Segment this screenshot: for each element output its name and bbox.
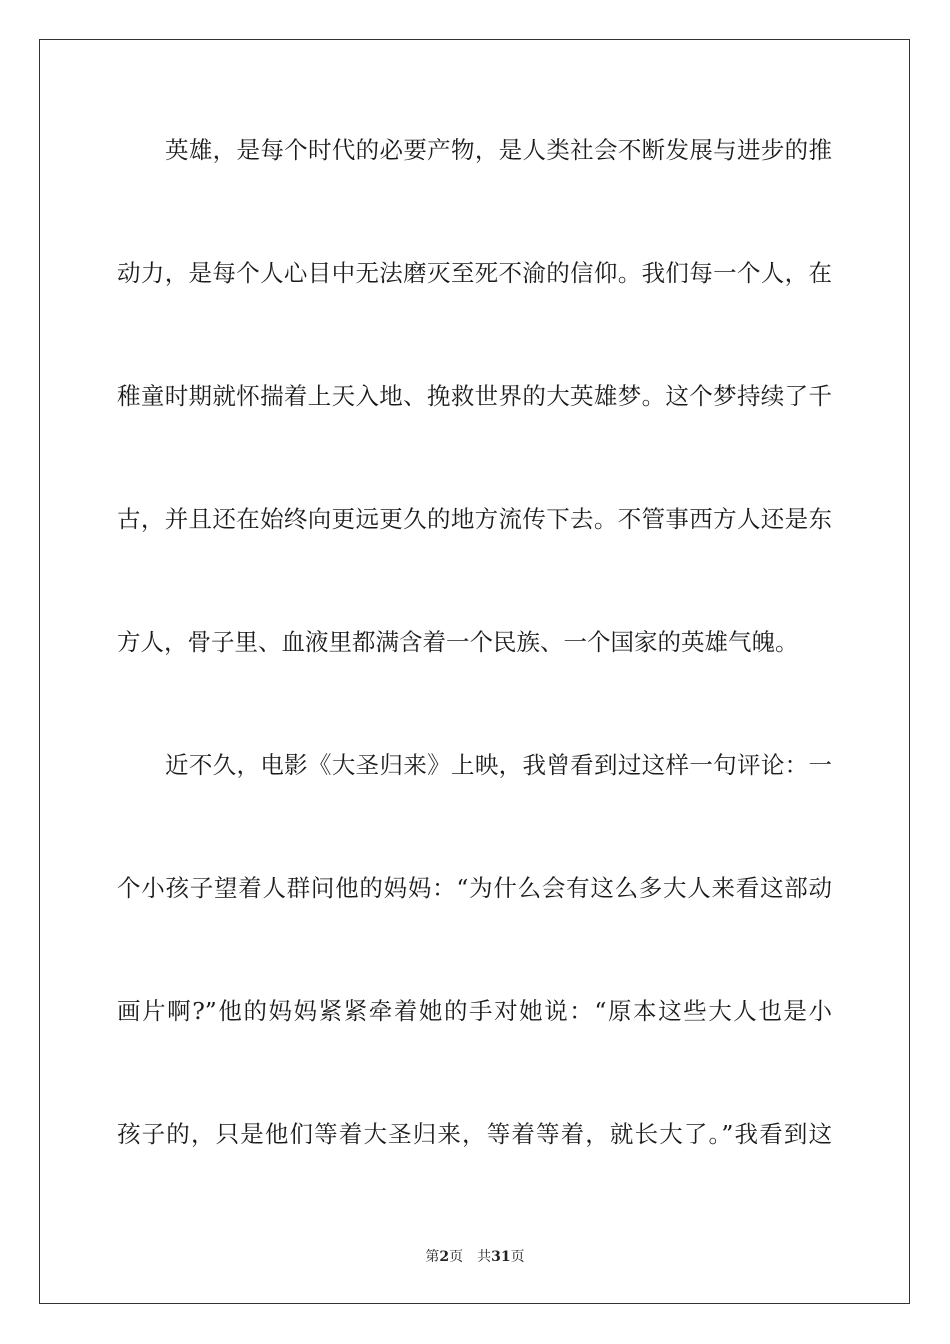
page-prefix: 第 (425, 1249, 440, 1265)
paragraph-1-line-1: 英雄，是每个时代的必要产物，是人类社会不断发展与进步的推 (165, 136, 832, 164)
paragraph-1-line-4: 古，并且还在始终向更远更久的地方流传下去。不管事西方人还是东 (117, 505, 832, 533)
total-prefix: 共 (477, 1249, 492, 1265)
page-suffix: 页 (449, 1249, 464, 1265)
paragraph-2-line-3: 画片啊?”他的妈妈紧紧牵着她的手对她说：“原本这些大人也是小 (117, 997, 832, 1025)
paragraph-2-line-1: 近不久，电影《大圣归来》上映，我曾看到过这样一句评论：一 (165, 751, 832, 779)
total-suffix: 页 (510, 1249, 525, 1265)
paragraph-1-line-2: 动力，是每个人心目中无法磨灭至死不渝的信仰。我们每一个人，在 (117, 259, 832, 287)
paragraph-2-line-4: 孩子的，只是他们等着大圣归来，等着等着，就长大了。”我看到这 (117, 1120, 832, 1148)
paragraph-2-line-2: 个小孩子望着人群问他的妈妈：“为什么会有这么多大人来看这部动 (117, 874, 832, 902)
paragraph-1-line-3: 稚童时期就怀揣着上天入地、挽救世界的大英雄梦。这个梦持续了千 (117, 382, 832, 410)
total-pages: 31 (491, 1249, 511, 1265)
page-border (39, 39, 910, 1304)
page-number: 2 (439, 1249, 450, 1265)
paragraph-1-line-5: 方人，骨子里、血液里都满含着一个民族、一个国家的英雄气魄。 (117, 628, 799, 656)
page-footer (0, 1247, 950, 1267)
